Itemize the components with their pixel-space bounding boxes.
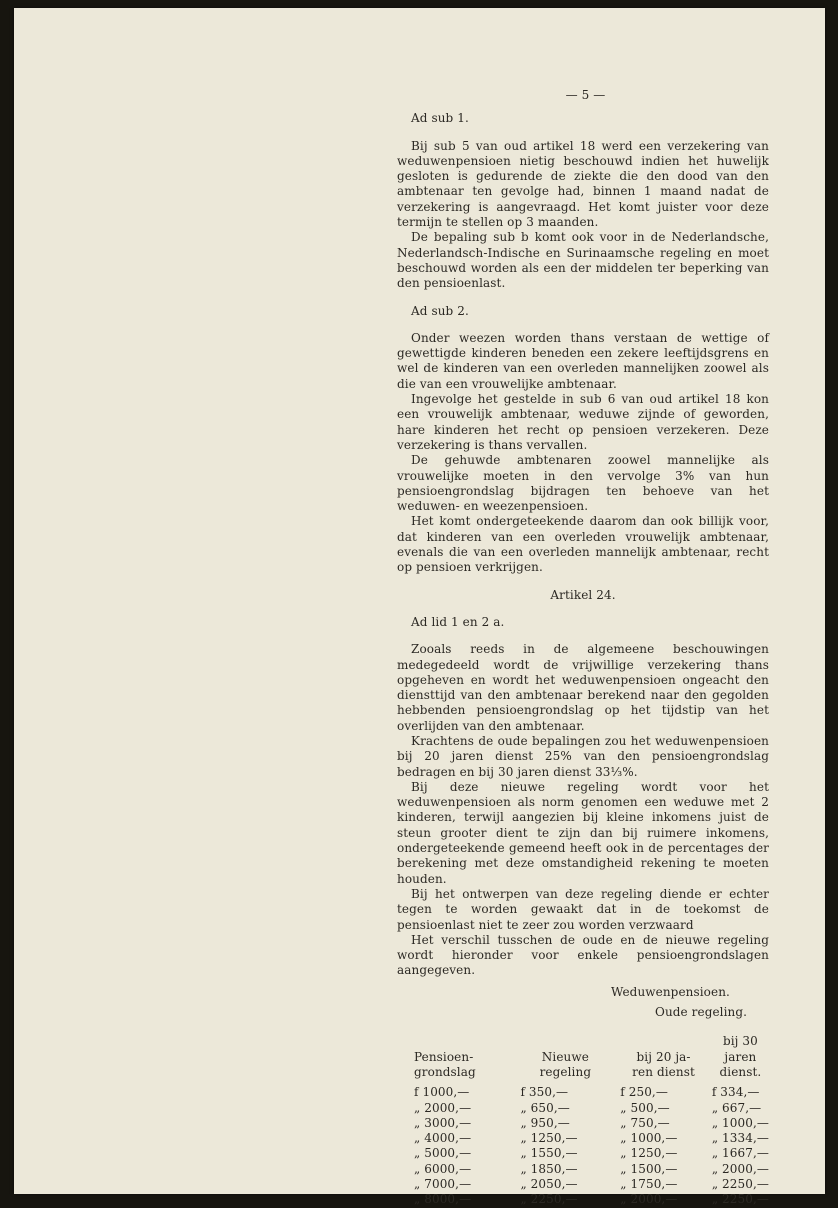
table-cell: f 350,—	[520, 1085, 569, 1100]
table-cell: „ 1500,—	[620, 1161, 678, 1176]
section-heading: Ad lid 1 en 2 a.	[411, 614, 505, 629]
table-cell: „ 6000,—	[414, 1161, 472, 1176]
header-20-jaren: bij 20 ja- ren dienst	[632, 1049, 695, 1079]
table-row	[397, 1146, 769, 1161]
table-cell: „ 1850,—	[520, 1161, 578, 1176]
paragraph: Het komt ondergeteekende daarom dan ook billijk voor, dat kinderen van een overleden vrouwelijk ambtenaar, evenals die van een overleden mannelijk ambtenaar, recht op pensioen verkrijgen.	[397, 514, 769, 575]
table-cell: „ 5000,—	[414, 1146, 472, 1161]
paragraph: Bij het ontwerpen van deze regeling diende er echter tegen te worden gewaakt dat in de toekomst de pensioenlast niet te zeer zou worden verzwaard	[397, 886, 769, 932]
table-cell: „ 1250,—	[520, 1131, 578, 1146]
section-heading: Ad sub 2.	[411, 303, 469, 318]
table-cell: „ 2250,—	[711, 1177, 769, 1191]
paragraph: De bepaling sub b komt ook voor in de Nederlandsche, Nederlandsch-Indische en Surinaamsche regeling en moet beschouwd worden als een der middelen ter beperking van den pensioenlast.	[397, 230, 769, 291]
table-cell: „ 1334,—	[711, 1131, 769, 1146]
table-cell: „ 2000,—	[711, 1161, 769, 1176]
table-cell: „ 7000,—	[414, 1177, 472, 1191]
table-cell: „ 1750,—	[620, 1177, 678, 1191]
table-row	[397, 1162, 769, 1177]
table-cell: „ 1000,—	[620, 1131, 678, 1146]
section-ad-sub-2	[397, 304, 769, 576]
paragraph: Onder weezen worden thans verstaan de wettige of gewettigde kinderen beneden een zekere leeftijdsgrens en wel de kinderen van een overleden mannelijken zoowel als die van een vrouwelijke ambtenaar.	[397, 330, 769, 391]
table-cell: „ 1667,—	[711, 1146, 769, 1161]
header-nieuwe-regeling: Nieuwe regeling	[539, 1049, 592, 1079]
paragraph: De gehuwde ambtenaren zoowel mannelijke als vrouwelijke moeten in den vervolge 3% van hun pensioengrondslag bijdragen ten behoeve van het weduwen- en weezenpensioen.	[397, 453, 769, 514]
paragraph: Zooals reeds in de algemeene beschouwingen medegedeeld wordt de vrijwillige verzekering thans opgeheven en wordt het weduwenpensioen ongeacht den diensttijd van den ambtenaar berekend naar den gegolden hebbenden pensioengrondslag op het tijdstip van het overlijden van den ambtenaar.	[397, 642, 769, 733]
table-cell: „ 1550,—	[520, 1146, 578, 1161]
table-row	[397, 1177, 769, 1192]
table-title: Weduwenpensioen.	[611, 984, 730, 999]
table-cell: f 1000,—	[414, 1085, 470, 1100]
table-cell: „ 2000,—	[414, 1100, 472, 1115]
table-cell: „ 8000,—	[414, 1192, 472, 1207]
table-cell: „ 1250,—	[620, 1146, 678, 1161]
table-cell: f 250,—	[620, 1085, 668, 1100]
page-number: — 5 —	[565, 88, 606, 102]
table-cell: „ 2250,—	[711, 1192, 769, 1207]
table-cell: „ 950,—	[520, 1115, 570, 1130]
table-row	[397, 1101, 769, 1116]
table-row	[397, 1085, 769, 1100]
paragraph: Krachtens de oude bepalingen zou het weduwenpensioen bij 20 jaren dienst 25% van den pensioengrondslag bedragen en bij 30 jaren dienst 33⅓%.	[397, 733, 769, 779]
table-cell: „ 2250,—	[520, 1192, 578, 1207]
article-title: Artikel 24.	[550, 587, 616, 602]
table-cell: „ 4000,—	[414, 1131, 472, 1146]
paragraph: Bij sub 5 van oud artikel 18 werd een verzekering van weduwenpensioen nietig beschouwd indien het huwelijk gesloten is gedurende de ziekte die den dood van den ambtenaar ten gevolge had, binnen 1 maand nadat de verzekering is aangevraagd. Het komt juister voor deze termijn te stellen op 3 maanden.	[397, 138, 769, 230]
table-cell: „ 2050,—	[520, 1177, 578, 1191]
table-cell: f 334,—	[711, 1085, 760, 1100]
paragraph: Het verschil tusschen de oude en de nieuwe regeling wordt hieronder voor enkele pensioengrondslagen aangegeven.	[397, 932, 769, 978]
pension-table	[397, 1034, 769, 1207]
table-cell: „ 500,—	[620, 1100, 670, 1115]
page-content	[397, 88, 769, 1208]
section-heading: Ad sub 1.	[411, 111, 469, 126]
paragraph: Bij deze nieuwe regeling wordt voor het weduwenpensioen als norm genomen een weduwe met 2 kinderen, terwijl aangezien bij kleine inkomens juist de steun grooter dient te zijn dan bij ruimere inkomens, ondergeteekende gemeend heeft ook in de percentages der berekening met deze omstandigheid rekening te moeten houden.	[397, 779, 769, 886]
table-header-row	[397, 1034, 769, 1085]
table-cell: „ 667,—	[711, 1100, 762, 1115]
table-subtitle: Oude regeling.	[655, 1005, 748, 1020]
table-cell: „ 2000,—	[620, 1192, 678, 1207]
table-cell: „ 650,—	[520, 1100, 570, 1115]
header-pensioengrondslag: Pensioen- grondslag	[414, 1049, 476, 1079]
section-ad-sub-1	[397, 111, 769, 291]
section-ad-lid	[397, 615, 769, 979]
table-cell: „ 3000,—	[414, 1115, 472, 1130]
table-row	[397, 1131, 769, 1146]
header-30-jaren: bij 30 jaren dienst.	[719, 1034, 762, 1079]
table-cell: „ 1000,—	[711, 1115, 769, 1130]
scanned-page	[14, 8, 825, 1207]
table-cell: „ 750,—	[620, 1115, 670, 1130]
table-row	[397, 1116, 769, 1131]
paragraph: Ingevolge het gestelde in sub 6 van oud artikel 18 kon een vrouwelijk ambtenaar, weduwe zijnde of geworden, hare kinderen het recht op pensioen verzekeren. Deze verzekering is thans vervallen.	[397, 392, 769, 452]
